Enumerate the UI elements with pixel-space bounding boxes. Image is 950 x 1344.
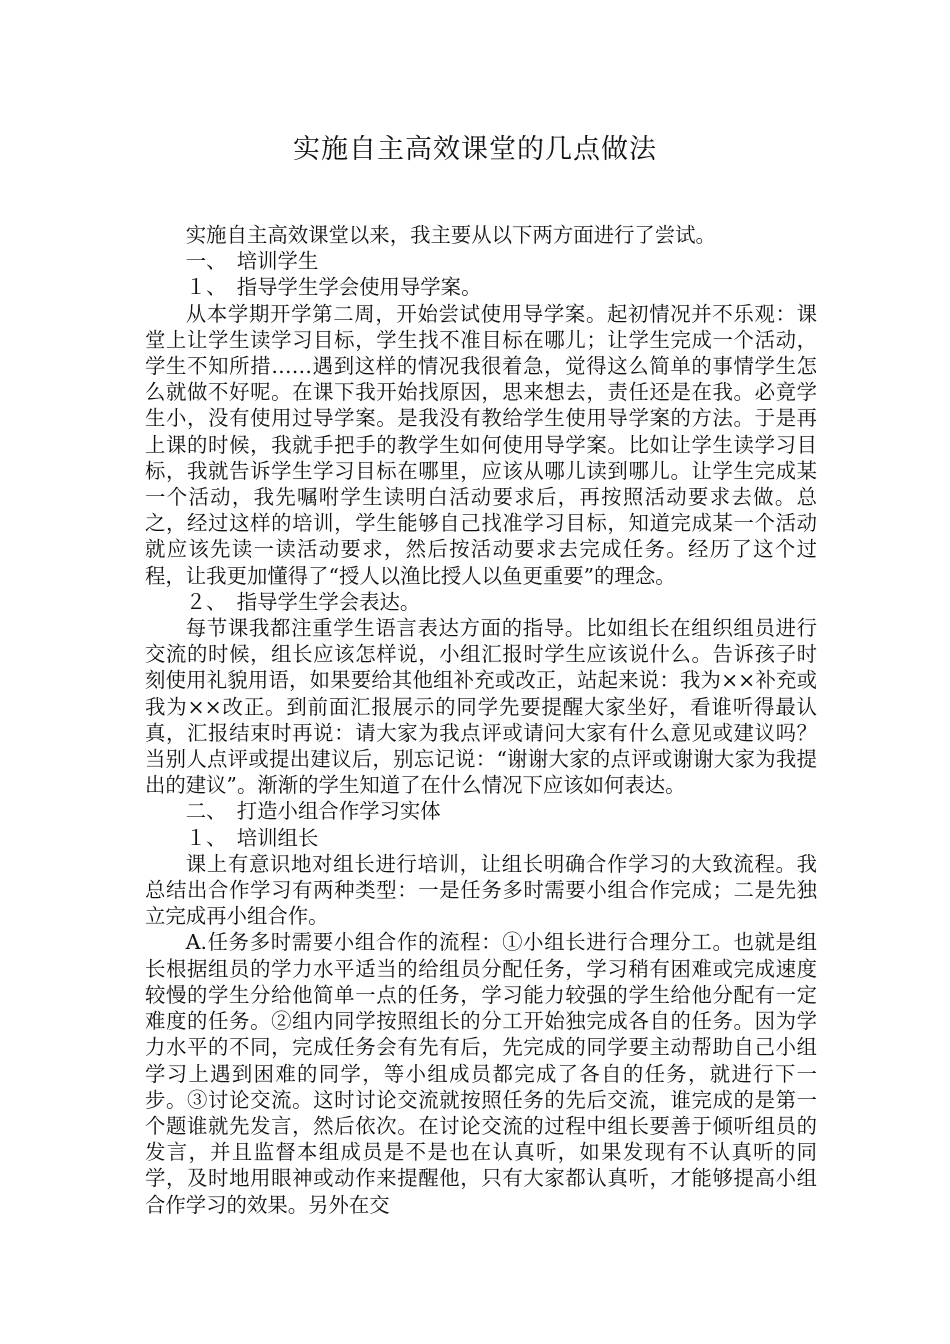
body-paragraph: 课上有意识地对组长进行培训，让组长明确合作学习的大致流程。我总结出合作学习有两种类型：一是任务多时需要小组合作完成；二是先独立完成再小组合作。: [145, 851, 817, 929]
body-paragraph: 每节课我都注重学生语言表达方面的指导。比如组长在组织组员进行交流的时候，组长应该怎样说，小组汇报时学生应该说什么。告诉孩子时刻使用礼貌用语，如果要给其他组补充或改正，站起来说：我为××补充或我为××改正。到前面汇报展示的同学先要提醒大家坐好，看谁听得最认真，汇报结束时再说：请大家为我点评或请问大家有什么意见或建议吗？当别人点评或提出建议后，别忘记说：“谢谢大家的点评或谢谢大家为我提出的建议”。渐渐的学生知道了在什么情况下应该如何表达。: [145, 616, 817, 798]
body-paragraph: A.任务多时需要小组合作的流程：①小组长进行合理分工。也就是组长根据组员的学力水平适当的给组员分配任务，学习稍有困难或完成速度较慢的学生分给他简单一点的任务，学习能力较强的学生给他分配有一定难度的任务。②组内同学按照组长的分工开始独完成各自的任务。因为学力水平的不同，完成任务会有先有后，先完成的同学要主动帮助自己小组学习上遇到困难的同学，等小组成员都完成了各自的任务，就进行下一步。③讨论交流。这时讨论交流就按照任务的先后交流，谁完成的是第一个题谁就先发言，然后依次。在讨论交流的过程中组长要善于倾听组员的发言，并且监督本组成员是不是也在认真听，如果发现有不认真听的同学，及时地用眼神或动作来提醒他，只有大家都认真听，才能够提高小组合作学习的效果。另外在交: [145, 930, 817, 1217]
section-heading-1: 一、 培训学生: [185, 249, 319, 274]
document-body: [145, 222, 817, 1218]
document-title: 实施自主高效课堂的几点做法: [293, 134, 657, 165]
body-paragraph: 从本学期开学第二周，开始尝试使用导学案。起初情况并不乐观：课堂上让学生读学习目标，学生找不准目标在哪儿；让学生完成一个活动，学生不知所措……遇到这样的情况我很着急，觉得这么简单的事情学生怎么就做不好呢。在课下我开始找原因，思来想去，责任还是在我。必竟学生小，没有使用过导学案。是我没有教给学生使用导学案的方法。于是再上课的时候，我就手把手的教学生如何使用导学案。比如让学生读学习目标，我就告诉学生学习目标在哪里，应该从哪儿读到哪儿。让学生完成某一个活动，我先嘱咐学生读明白活动要求后，再按照活动要求去做。总之，经过这样的培训，学生能够自己找准学习目标，知道完成某一个活动就应该先读一读活动要求，然后按活动要求去完成任务。经历了这个过程，让我更加懂得了“授人以渔比授人以鱼更重要”的理念。: [145, 301, 817, 588]
subsection-heading-2-1: １、 培训组长: [185, 825, 319, 850]
section-heading-2: 二、 打造小组合作学习实体: [185, 799, 441, 824]
subsection-heading-1-1: １、 指导学生学会使用导学案。: [185, 275, 482, 300]
subsection-heading-1-2: ２、 指导学生学会表达。: [185, 589, 421, 614]
intro-paragraph: 实施自主高效课堂以来，我主要从以下两方面进行了尝试。: [185, 223, 716, 247]
